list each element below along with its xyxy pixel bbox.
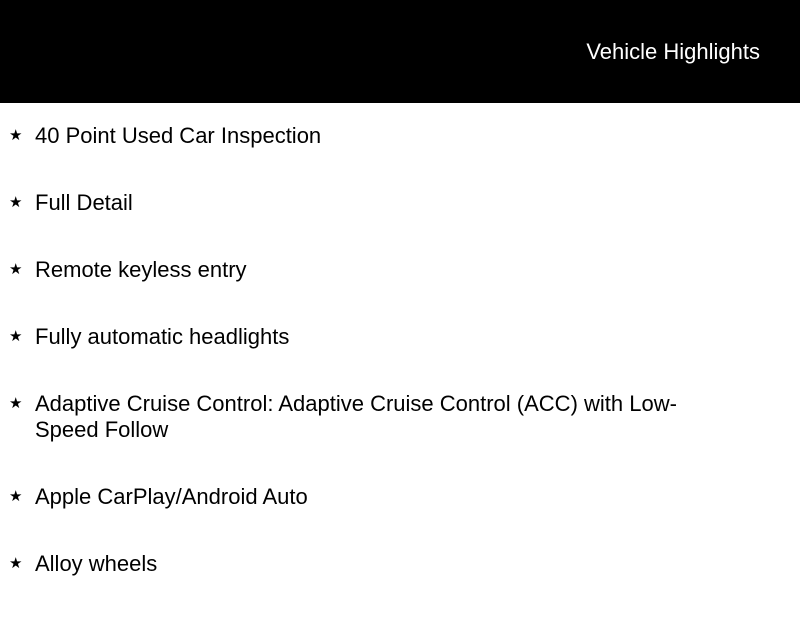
star-icon: ★ [9, 261, 23, 278]
list-item [0, 257, 800, 283]
list-item [0, 551, 800, 577]
star-icon: ★ [9, 328, 23, 345]
highlight-text: Apple CarPlay/Android Auto [35, 484, 308, 509]
star-icon: ★ [9, 395, 23, 412]
highlight-text: Remote keyless entry [35, 257, 247, 282]
list-item [0, 190, 800, 216]
header-bar [0, 0, 800, 103]
highlight-text: Full Detail [35, 190, 133, 215]
list-item [0, 391, 800, 443]
star-icon: ★ [9, 194, 23, 211]
list-item [0, 123, 800, 149]
vehicle-highlights-list [0, 123, 800, 618]
star-icon: ★ [9, 127, 23, 144]
highlight-text: Alloy wheels [35, 551, 158, 576]
page-title: Vehicle Highlights [586, 39, 760, 64]
highlight-text: Fully automatic headlights [35, 324, 290, 349]
star-icon: ★ [9, 555, 23, 572]
star-icon: ★ [9, 488, 23, 505]
list-item [0, 324, 800, 350]
list-item [0, 484, 800, 510]
highlight-text: 40 Point Used Car Inspection [35, 123, 322, 148]
highlight-text: Adaptive Cruise Control: Adaptive Cruise Control (ACC) with Low-Speed Follow [35, 391, 677, 442]
